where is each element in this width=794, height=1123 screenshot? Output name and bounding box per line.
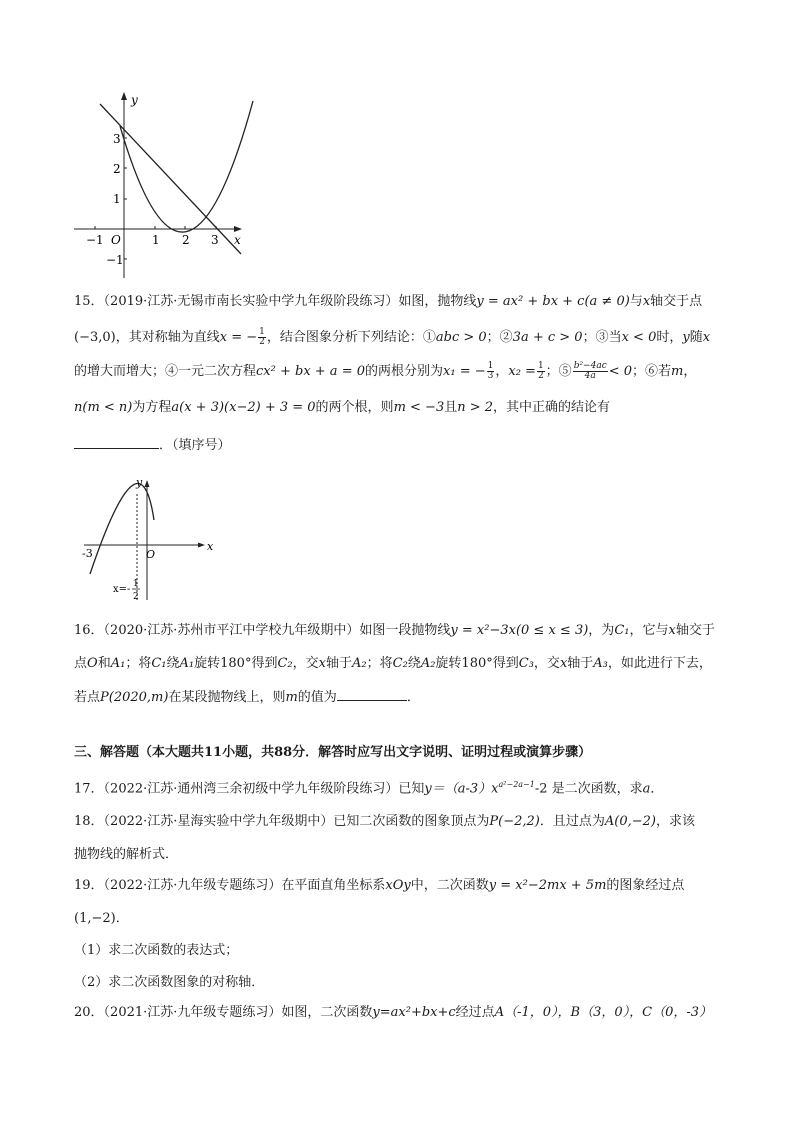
q16-line-2: 点O和A₁；将C₁绕A₁旋转180°得到C₂，交x轴于A₂；将C₂绕A₂旋转180°得到C₃，交x轴于A₃，如此进行下去， bbox=[74, 656, 712, 671]
section-3-title: 三、解答题（本大题共11小题，共88分．解答时应写出文字说明、证明过程或演算步骤） bbox=[74, 745, 592, 760]
q15-parabola-eq: y = ax² + bx + c(a ≠ 0) bbox=[476, 294, 630, 309]
q20-line-1: 20．（2021·江苏·九年级专题练习）如图，二次函数y=ax²+bx+c经过点A（-1，0），B（3，0），C（0，-3） bbox=[74, 1005, 713, 1020]
q18-line-1: 18．（2022·江苏·星海实验中学九年级期中）已知二次函数的图象顶点为P(−2,2)．且过点为A(0,−2)，求该 bbox=[74, 814, 696, 829]
q15-line-5: ．（填序号） bbox=[74, 436, 231, 455]
q19-number: 19． bbox=[74, 878, 104, 893]
q15-line-4: n(m < n)为方程a(x + 3)(x−2) + 3 = 0的两个根，则m < −3且n > 2，其中正确的结论有 bbox=[74, 400, 611, 415]
fraction: $\frac{1}{3}$ bbox=[487, 361, 494, 381]
graph1-y-label: y bbox=[131, 93, 138, 107]
q16-source: （2020·江苏·苏州市平江中学校九年级期中） bbox=[103, 623, 360, 638]
graph2-y-arrow bbox=[145, 480, 150, 487]
graph2-axis-frac-num: 1 bbox=[133, 579, 139, 589]
graph1-ytick-neg1: −1 bbox=[106, 253, 124, 267]
graph1-parabola bbox=[120, 101, 253, 232]
q17-number: 17． bbox=[74, 781, 104, 797]
q15-line-1: 15．（2019·江苏·无锡市南长实验中学九年级阶段练习）如图，抛物线y = ax² + bx + c(a ≠ 0)与x轴交于点 bbox=[74, 294, 703, 309]
q18-number: 18． bbox=[74, 814, 104, 829]
q19-line-1: 19．（2022·江苏·九年级专题练习）在平面直角坐标系xOy中，二次函数y = x²−2mx + 5m的图象经过点 bbox=[74, 878, 685, 893]
graph-parabola-line bbox=[70, 88, 260, 288]
graph1-xtick-neg1: −1 bbox=[86, 233, 104, 247]
fraction: $\frac{\text{b²−4ac}}{4a}$ bbox=[573, 361, 607, 381]
graph1-ytick-1: 1 bbox=[113, 192, 121, 206]
graph1-x-label: x bbox=[234, 233, 241, 247]
graph1-ytick-2: 2 bbox=[113, 162, 121, 176]
graph2-x-arrow bbox=[198, 543, 205, 548]
graph1-y-arrow bbox=[121, 92, 127, 100]
graph1-xtick-1: 1 bbox=[152, 233, 160, 247]
graph2-origin: O bbox=[146, 548, 156, 561]
q15-line-3: 的增大而增大；④一元二次方程cx² + bx + a = 0的两根分别为x₁ = − $\frac{1}{3}$ ，x₂ = $\frac{1}{2}$ ；⑤ $\frac{\text{b²−4ac}}{4a}$ < 0；⑥若m， bbox=[74, 361, 697, 381]
fraction: $\frac{1}{2}$ bbox=[259, 327, 265, 347]
q15-line-2: (−3,0)，其对称轴为直线x = − $\frac{1}{2}$ ，结合图象分析下列结论：①abc > 0；②3a + c > 0；③当x < 0时，y随x bbox=[74, 327, 711, 347]
fraction: $\frac{1}{2}$ bbox=[537, 361, 544, 381]
answer-blank[interactable] bbox=[74, 436, 159, 449]
q20-number: 20． bbox=[74, 1005, 104, 1020]
graph-parabola-axis bbox=[80, 472, 220, 612]
q17-line: 17．（2022·江苏·通州湾三余初级中学九年级阶段练习）已知$y=(a-3)x^{a^2-2a-1}-2$ 是二次函数，求a． bbox=[74, 780, 664, 797]
q19-line-2: (1,−2)． bbox=[74, 911, 129, 926]
q16-line-1: 16．（2020·江苏·苏州市平江中学校九年级期中）如图一段抛物线y = x²−3x(0 ≤ x ≤ 3)，为C₁，它与x轴交于 bbox=[74, 623, 715, 638]
graph1-line bbox=[100, 104, 241, 254]
graph2-xtick-neg3: -3 bbox=[82, 547, 93, 560]
graph1-xtick-2: 2 bbox=[182, 233, 190, 247]
answer-blank[interactable] bbox=[337, 688, 407, 701]
graph1-ytick-3: 3 bbox=[113, 132, 121, 146]
graph1-x-arrow bbox=[234, 226, 242, 232]
graph2-y-label: y bbox=[136, 476, 143, 489]
graph2-parabola bbox=[90, 483, 154, 574]
q19-source: （2022·江苏·九年级专题练习） bbox=[103, 878, 282, 893]
q17-source: （2022·江苏·通州湾三余初级中学九年级阶段练习） bbox=[103, 781, 399, 797]
graph2-axis-label: x=- bbox=[113, 584, 131, 595]
q18-line-2: 抛物线的解析式． bbox=[74, 847, 179, 862]
graph2-x-label: x bbox=[207, 540, 214, 553]
q18-source: （2022·江苏·星海实验中学九年级期中） bbox=[103, 814, 334, 829]
q20-source: （2021·江苏·九年级专题练习） bbox=[103, 1005, 282, 1020]
q19-sub-1: （1）求二次函数的表达式； bbox=[74, 943, 239, 958]
graph2-axis-frac-den: 2 bbox=[133, 592, 139, 602]
graph1-origin: O bbox=[111, 233, 121, 247]
q16-number: 16． bbox=[74, 623, 104, 638]
q19-sub-2: （2）求二次函数图象的对称轴． bbox=[74, 975, 265, 990]
q15-source: （2019·江苏·无锡市南长实验中学九年级阶段练习） bbox=[103, 294, 399, 309]
q15-number: 15． bbox=[74, 294, 104, 309]
q16-line-3: 若点P(2020,m)在某段抛物线上，则m的值为 ． bbox=[74, 690, 420, 705]
graph1-xtick-3: 3 bbox=[211, 233, 219, 247]
